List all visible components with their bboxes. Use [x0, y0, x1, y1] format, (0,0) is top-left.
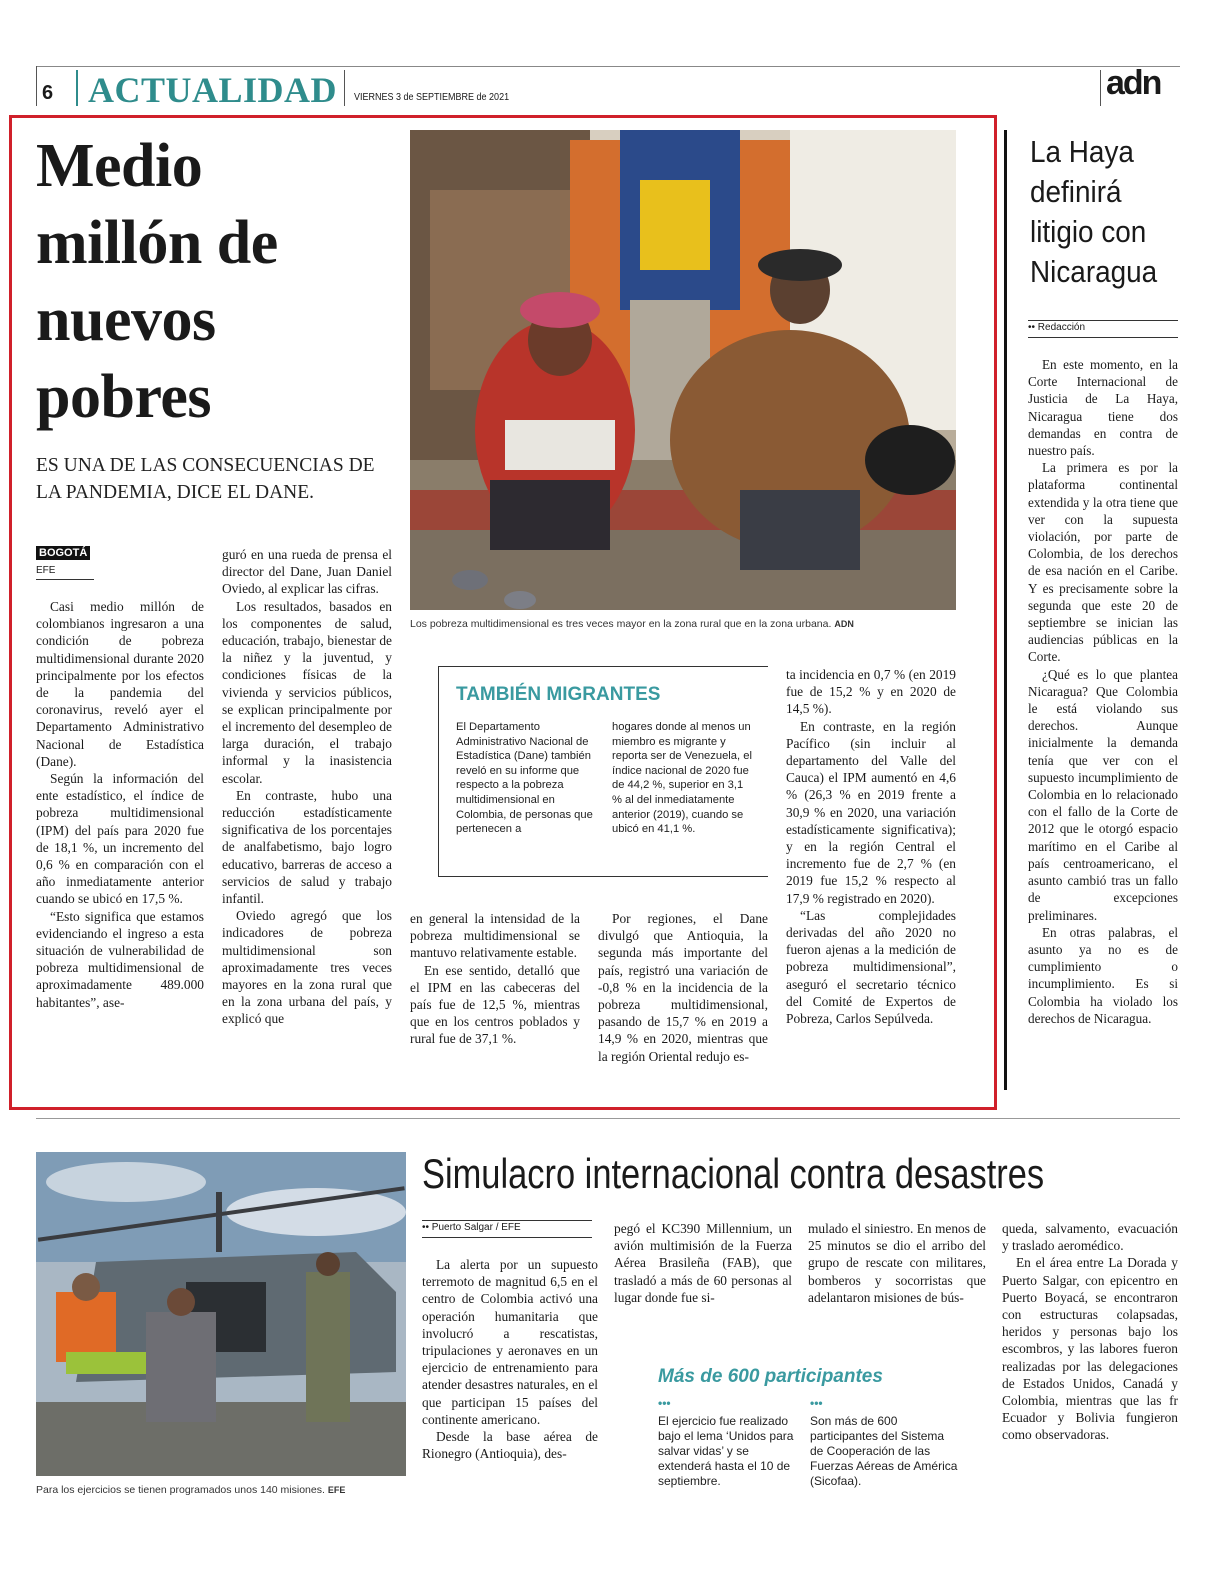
paragraph: queda, salvamento, evacuación y traslado aeromédico.: [1002, 1221, 1178, 1254]
side-article-rule: [1004, 130, 1007, 1090]
bottom-box-dots-b: •••: [810, 1396, 823, 1410]
sidebar-col-b: hogares donde al menos un miembro es migrante y reporta ser de Venezuela, el índice nacional de 2020 fue de 44,2 %, superior en 3,1 % al del inmediatamente anterior (2019), cuando se ubicó en 41,1 %.: [612, 721, 752, 836]
page-number: 6: [42, 82, 54, 104]
bottom-photo-illustration: [36, 1152, 406, 1476]
paragraph: La primera es por la plataforma continental extendida y la otra tiene que ver con la supuesta violación, por parte de Colombia, de los derechos de esa nación en el Caribe. Y es precisamente sobre la segunda que este 20 de septiembre se inician las audiencias públicas en la Corte.: [1028, 460, 1178, 665]
main-headline: [36, 128, 278, 436]
bottom-col-3: [808, 1220, 986, 1306]
bottom-photo-caption-text: Para los ejercicios se tienen programados unos 140 misiones.: [36, 1484, 325, 1496]
main-col-1: [36, 598, 204, 1011]
side-headline: La Haya definirá litigio con Nicaragua: [1030, 134, 1158, 289]
bottom-box-dots-a: •••: [658, 1396, 671, 1410]
side-byline-rule-2: [1028, 337, 1178, 338]
header-left-tick: [36, 66, 37, 106]
bottom-section-rule: [36, 1118, 1180, 1119]
paragraph: ta incidencia en 0,7 % (en 2019 fue de 15,2 % y en 2020 de 14,5 %).: [786, 667, 956, 717]
paragraph: En este momento, en la Corte Internacional de Justicia de La Haya, Nicaragua tiene dos demandas en contra de nuestro país.: [1028, 357, 1178, 459]
side-byline-rule: [1028, 320, 1178, 321]
side-byline-text: Redacción: [1037, 322, 1086, 333]
paragraph: Por regiones, el Dane divulgó que Antioquia, la segunda más importante del país, registró una variación de -0,8 % en la incidencia de la pobreza multidimensional, pasando de 15,7 % en 2019 a 14,9 % en 2020, mientras que la región Oriental redujo es-: [598, 911, 768, 1064]
bottom-box-col-b: Son más de 600 participantes del Sistema de Cooperación de las Fuerzas Aéreas de América (Sicofaa).: [810, 1414, 958, 1488]
main-col-3: [410, 910, 580, 1048]
paragraph: ¿Qué es lo que plantea Nicaragua? Que Colombia le está violando sus derechos. Aunque inicialmente la demanda tenía que ver con el supuesto incumplimiento de Colombia en lo relacionado con el fallo de la Corte de 2012 que le otorgó espacio marítimo en el Caribe al país centroamericano, el asunto cambió tras un fallo de excepciones preliminares.: [1028, 666, 1178, 923]
paragraph: Casi medio millón de colombianos ingresaron a una condición de pobreza multidimensional durante 2020 principalmente por los efectos de la pandemia del coronavirus, reveló ayer el Departamento Administrativo Nacional de Estadística (Dane).: [36, 599, 204, 769]
paragraph: “Las complejidades derivadas del año 2020 no fueron ajenas a la medición de pobreza multidimensional”, aseguró el secretario técnico del Comité de Expertos de Pobreza, Carlos Sepúlveda.: [786, 907, 956, 1027]
side-article-body: [1028, 356, 1178, 1027]
sidebar-title: TAMBIÉN MIGRANTES: [456, 684, 661, 705]
main-photo-illustration: [410, 130, 956, 610]
main-photo: [410, 130, 956, 610]
dateline-rule: [36, 579, 94, 580]
bottom-photo-credit: EFE: [327, 1485, 346, 1495]
brand-divider: [1100, 70, 1101, 106]
dateline-source: EFE: [36, 565, 56, 576]
brand-logo: adn: [1106, 64, 1161, 102]
main-photo-caption: [410, 618, 956, 630]
main-deck: ES UNA DE LAS CONSECUENCIAS DE LA PANDEMIA, DICE EL DANE.: [36, 455, 375, 503]
paragraph: mulado el siniestro. En menos de 25 minutos se dio el arribo del grupo de rescate con militares, bomberos y socorristas que adelantaron misiones de bús-: [808, 1221, 986, 1305]
header-date: VIERNES 3 de SEPTIEMBRE de 2021: [354, 92, 510, 103]
paragraph: Según la información del ente estadístico, el índice de pobreza multidimensional (IPM) del país para 2020 fue de 18,1 %, un incremento del 0,6 % en comparación con el año inmediatamente anterior cuando se ubicó en 17,5 %.: [36, 771, 204, 907]
bottom-photo-caption: [36, 1484, 406, 1496]
paragraph: En contraste, hubo una reducción estadísticamente significativa de los porcentajes de analfabetismo, bajo logro educativo, barreras de acceso a servicios de salud y trabajo infantil.: [222, 787, 392, 907]
paragraph: pegó el KC390 Millennium, un avión multimisión de la Fuerza Aérea Brasileña (FAB), que trasladó a más de 60 personas al lugar donde fue si-: [614, 1221, 792, 1305]
paragraph: “Esto significa que estamos evidenciando el ingreso a esta situación de vulnerabilidad de pobreza multidimensional de aproximadamente 489.000 habitantes”, ase-: [36, 908, 204, 1010]
dateline: BOGOTÁ: [36, 546, 90, 560]
headline-line: nuevos: [36, 286, 216, 354]
bottom-headline: Simulacro internacional contra desastres: [422, 1150, 1045, 1197]
side-byline: [1028, 322, 1085, 333]
paragraph: En el área entre La Dorada y Puerto Salgar, con epicentro en Puerto Boyacá, se encontraron con estructuras colapsadas, heridos y personas bajo los escombros, y las labores fueron realizadas por las delegaciones de Estados Unidos, Canadá y Colombia, mientras que las fr Ecuador y Bolivia fungieron como observadoras.: [1002, 1255, 1178, 1443]
paragraph: Los resultados, basados en los componentes de salud, educación, trabajo, bienestar de la niñez y la juventud, y condiciones físicas de la vivienda y servicios públicos, se explican principalmente por el incremento del desempleo de larga duración, el trabajo informal y la inasistencia escolar.: [222, 598, 392, 786]
paragraph: En ese sentido, detalló que el IPM en las cabeceras del país fue de 12,5 %, mientras que en los centros poblados y rural fue de 37,1 %.: [410, 962, 580, 1047]
bottom-byline-rule: [422, 1220, 592, 1221]
paragraph: La alerta por un supuesto terremoto de magnitud 6,5 en el centro de Colombia activó una operación humanitaria que involucró a rescatistas, tripulaciones y aeronaves en un ejercicio de entrenamiento para atender desastres naturales, en el que participan 15 países del continente americano.: [422, 1257, 598, 1427]
byline-dots: ••: [422, 1222, 432, 1233]
main-col-2: [222, 546, 392, 1028]
bottom-col-1: [422, 1256, 598, 1462]
sidebar-box-border-top: [438, 666, 768, 667]
paragraph: Desde la base aérea de Rionegro (Antioquia), des-: [422, 1429, 598, 1462]
sidebar-box-border-bottom: [438, 876, 768, 877]
main-col-5: [786, 666, 956, 1027]
header-divider-2: [344, 70, 345, 106]
byline-dots: ••: [1028, 322, 1038, 333]
headline-line: millón de: [36, 209, 278, 277]
bottom-photo: [36, 1152, 406, 1476]
paragraph: en general la intensidad de la pobreza multidimensional se mantuvo relativamente estable.: [410, 911, 580, 961]
bottom-col-2: [614, 1220, 792, 1306]
paragraph: Oviedo agregó que los indicadores de pobreza multidimensional son aproximadamente tres veces mayores en la zona rural que en la zona urbana del país, y explicó que: [222, 908, 392, 1027]
header-divider: [76, 70, 78, 106]
section-title: ACTUALIDAD: [88, 70, 338, 110]
headline-line: Medio: [36, 132, 203, 200]
bottom-byline-rule-2: [422, 1237, 592, 1238]
paragraph: En contraste, en la región Pacífico (sin incluir al departamento del Valle del Cauca) el IPM aumentó en 4,6 % (26,3 % en 2019 frente a 30,9 % en 2020, una variación estadísticamente significativa); y en la región Central el incremento fue de 2,7 % (en 2019 fue 15,2 % respecto al 17,9 % registrado en 2020).: [786, 718, 956, 906]
bottom-byline: [422, 1222, 521, 1233]
bottom-box-title: Más de 600 participantes: [658, 1366, 883, 1387]
paragraph: guró en una rueda de prensa el director del Dane, Juan Daniel Oviedo, al explicar las cifras.: [222, 547, 392, 597]
sidebar-col-a: El Departamento Administrativo Nacional de Estadística (Dane) también reveló en su informe que respecto a la pobreza multidimensional en Colombia, de personas que pertenecen a: [456, 721, 593, 836]
headline-line: pobres: [36, 363, 212, 431]
bottom-box-col-a: El ejercicio fue realizado bajo el lema ‘Unidos para salvar vidas’ y se extenderá hasta el 10 de septiembre.: [658, 1414, 794, 1488]
bottom-byline-text: Puerto Salgar / EFE: [431, 1222, 521, 1233]
bottom-col-4: [1002, 1220, 1178, 1444]
main-photo-credit: ADN: [834, 619, 854, 629]
main-photo-caption-text: Los pobreza multidimensional es tres veces mayor en la zona rural que en la zona urbana.: [410, 618, 832, 630]
main-col-4: [598, 910, 768, 1065]
header-rule: [36, 66, 1180, 67]
paragraph: En otras palabras, el asunto ya no es de cumplimiento o incumplimiento. Es si Colombia ha violado los derechos de Nicaragua.: [1028, 924, 1178, 1026]
sidebar-box-border-left: [438, 666, 439, 876]
